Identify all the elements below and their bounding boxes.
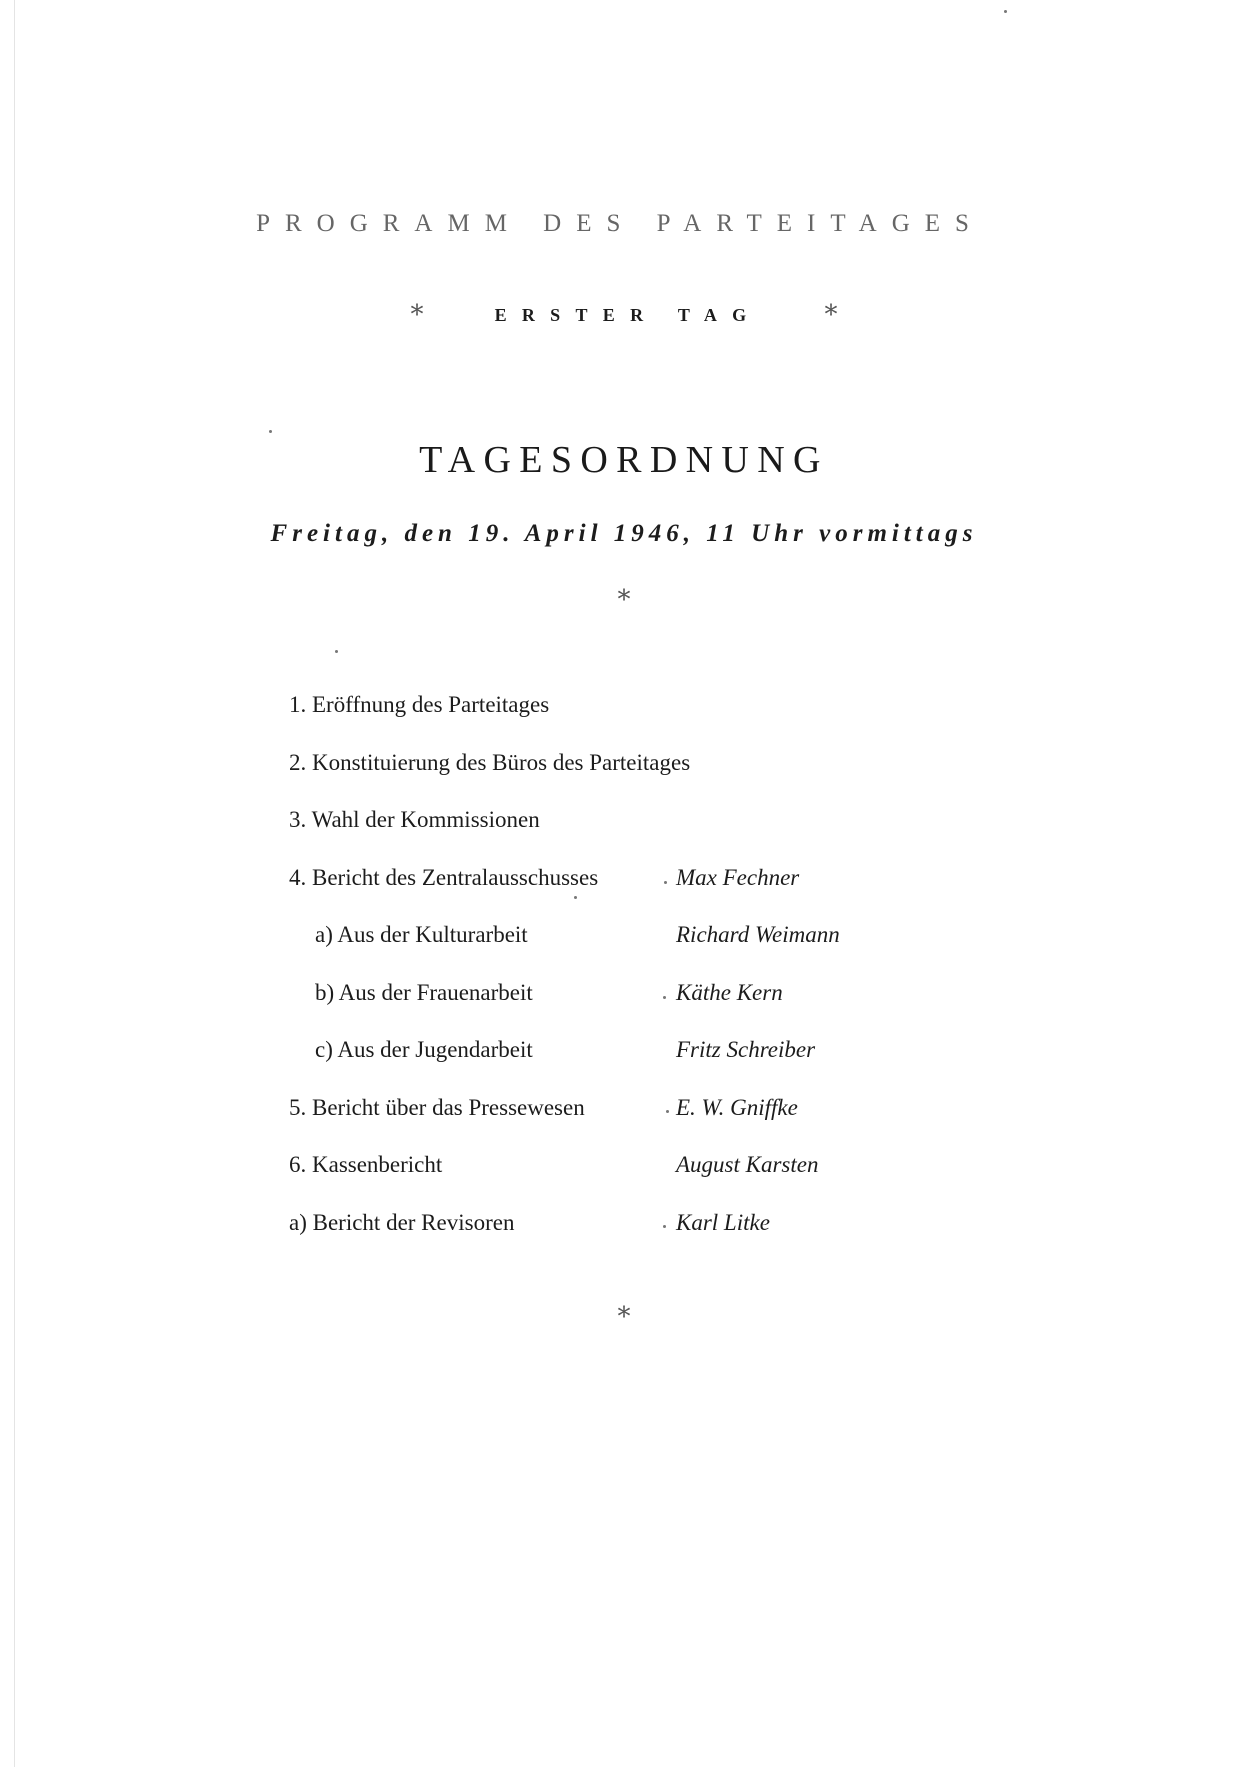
agenda-speaker-4c: Fritz Schreiber (676, 1037, 816, 1062)
ink-speck (1004, 10, 1007, 13)
ink-speck (663, 1225, 666, 1228)
agenda-speaker-4a: Richard Weimann (676, 922, 840, 947)
agenda-speaker-6a: Karl Litke (676, 1210, 770, 1235)
agenda-item-5: 5. Bericht über das Pressewesen (289, 1095, 585, 1120)
day-label: ERSTER TAG (494, 304, 762, 325)
agenda-item-6a: a) Bericht der Revisoren (289, 1210, 515, 1235)
agenda-speaker-6: August Karsten (676, 1152, 819, 1177)
star-ornament-footer: * (617, 1302, 631, 1332)
agenda-date: Freitag, den 19. April 1946, 11 Uhr vormittags (270, 520, 978, 547)
star-ornament-right: * (824, 300, 838, 330)
agenda-speaker-5: E. W. Gniffke (676, 1095, 798, 1120)
star-ornament-divider: * (617, 585, 631, 615)
agenda-item-4b: b) Aus der Frauenarbeit (315, 980, 533, 1005)
agenda-speaker-4: Max Fechner (676, 865, 800, 890)
page-edge (14, 0, 15, 1767)
agenda-item-4: 4. Bericht des Zentralausschusses (289, 865, 599, 890)
agenda-item-6: 6. Kassenbericht (289, 1152, 443, 1177)
ink-speck (269, 430, 272, 433)
agenda-item-1: 1. Eröffnung des Parteitages (289, 692, 550, 717)
agenda-speaker-4b: Käthe Kern (676, 980, 783, 1005)
agenda-item-4a: a) Aus der Kulturarbeit (315, 922, 528, 947)
ink-speck (664, 881, 667, 884)
program-title: PROGRAMM DES PARTEITAGES (256, 210, 984, 237)
ink-speck (663, 996, 666, 999)
ink-speck (574, 896, 577, 899)
agenda-title: TAGESORDNUNG (419, 439, 829, 481)
day-heading (0, 300, 1248, 330)
agenda-item-3: 3. Wahl der Kommissionen (289, 807, 540, 832)
agenda-item-2: 2. Konstituierung des Büros des Parteitages (289, 750, 691, 775)
ink-speck (335, 650, 338, 653)
ink-speck (666, 1110, 669, 1113)
agenda-item-4c: c) Aus der Jugendarbeit (315, 1037, 533, 1062)
star-ornament-left: * (410, 300, 424, 330)
